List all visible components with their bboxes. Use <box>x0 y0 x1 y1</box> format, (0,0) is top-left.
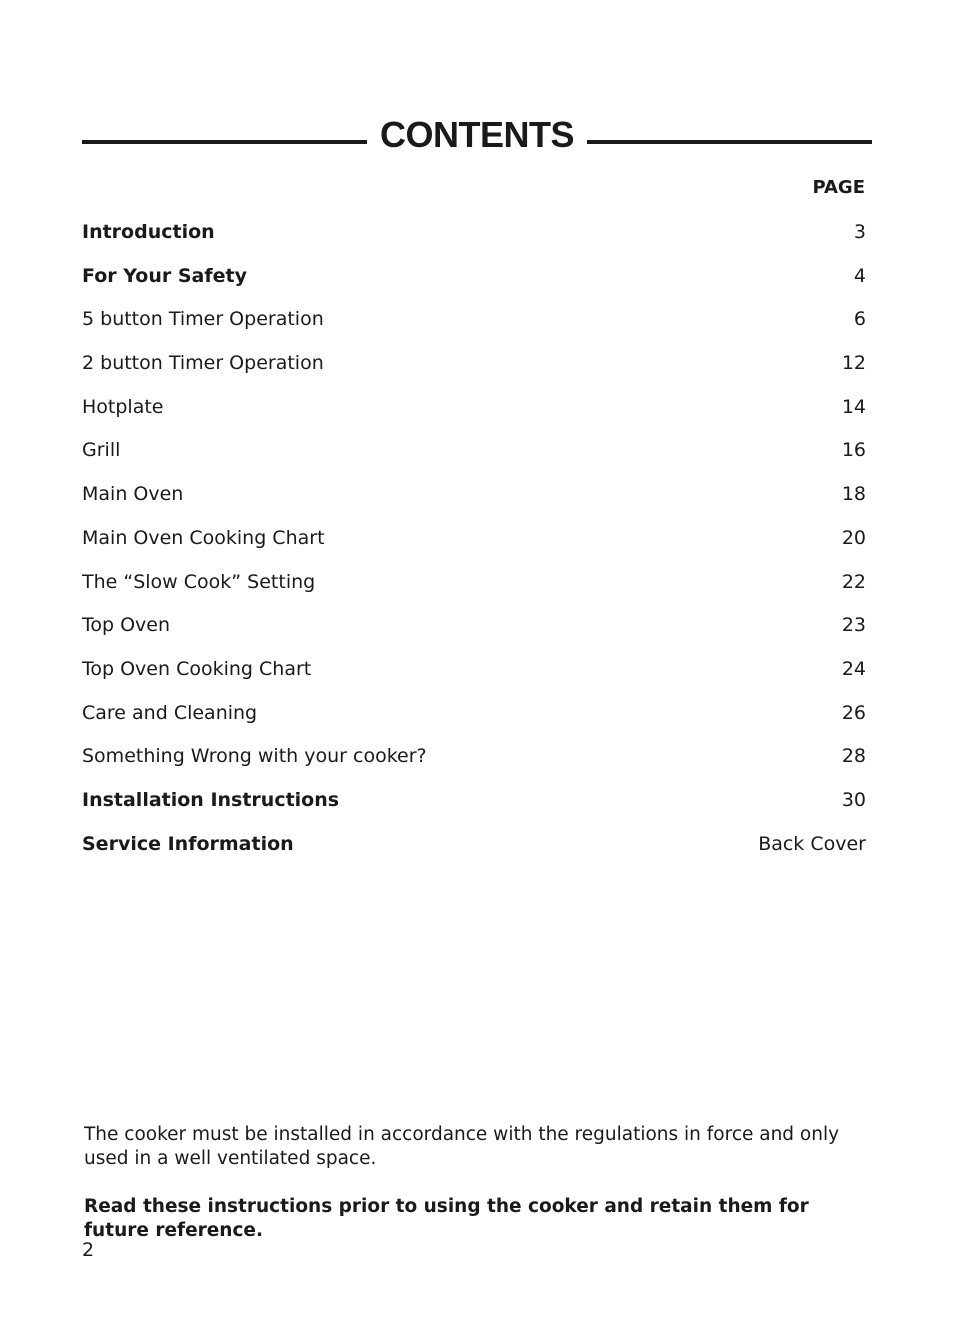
toc-entry[interactable] <box>82 743 866 787</box>
table-of-contents <box>82 219 866 874</box>
toc-entry[interactable] <box>82 437 866 481</box>
toc-entry-label: Grill <box>82 439 121 462</box>
toc-entry-page: 3 <box>853 221 866 243</box>
toc-entry-label: Hotplate <box>82 395 164 418</box>
toc-entry-page: 28 <box>841 745 866 768</box>
toc-entry-page: 22 <box>841 570 866 593</box>
toc-entry-page: 4 <box>853 264 866 287</box>
toc-entry-label: For Your Safety <box>82 264 247 287</box>
toc-entry-label: The “Slow Cook” Setting <box>82 570 316 593</box>
toc-entry[interactable] <box>82 481 866 525</box>
read-instructions-note: Read these instructions prior to using the cooker and retain them for future reference. <box>84 1195 809 1241</box>
toc-entry-page: 14 <box>841 395 866 418</box>
toc-entry[interactable] <box>82 219 866 263</box>
toc-entry-page: 23 <box>841 614 866 637</box>
toc-entry[interactable] <box>82 700 866 744</box>
toc-entry-page: Back Cover <box>758 832 866 855</box>
page-title: CONTENTS <box>380 114 574 155</box>
toc-entry[interactable] <box>82 394 866 438</box>
contents-heading <box>82 108 872 162</box>
toc-entry[interactable] <box>82 612 866 656</box>
toc-entry-label: 2 button Timer Operation <box>82 352 324 375</box>
toc-entry[interactable] <box>82 525 866 569</box>
toc-entry-page: 20 <box>841 526 866 549</box>
toc-entry-page: 30 <box>841 788 866 811</box>
toc-entry-label: 5 button Timer Operation <box>82 308 324 331</box>
toc-entry-page: 24 <box>841 657 866 680</box>
installation-note: The cooker must be installed in accordance with the regulations in force and only used in a well ventilated space. <box>84 1123 840 1169</box>
toc-entry-label: Main Oven <box>82 483 184 506</box>
page-number: 2 <box>82 1239 95 1261</box>
toc-entry[interactable] <box>82 306 866 350</box>
toc-entry-label: Service Information <box>82 832 294 855</box>
page-column-header: PAGE <box>812 177 865 198</box>
toc-entry-page: 6 <box>853 308 866 331</box>
toc-entry-page: 26 <box>841 701 866 724</box>
toc-entry[interactable] <box>82 263 866 307</box>
toc-entry-label: Introduction <box>82 221 215 243</box>
toc-entry-label: Installation Instructions <box>82 788 340 811</box>
toc-entry[interactable] <box>82 831 866 875</box>
toc-entry-label: Care and Cleaning <box>82 701 258 724</box>
toc-entry-page: 16 <box>841 439 866 462</box>
toc-entry-page: 18 <box>841 483 866 506</box>
heading-rule-right <box>587 140 872 144</box>
toc-entry[interactable] <box>82 350 866 394</box>
toc-entry-label: Something Wrong with your cooker? <box>82 745 427 768</box>
toc-entry[interactable] <box>82 656 866 700</box>
toc-entry-label: Top Oven Cooking Chart <box>82 657 312 680</box>
toc-entry-page: 12 <box>841 352 866 375</box>
toc-entry[interactable] <box>82 569 866 613</box>
toc-entry-label: Top Oven <box>82 614 171 637</box>
toc-entry[interactable] <box>82 787 866 831</box>
toc-entry-label: Main Oven Cooking Chart <box>82 526 325 549</box>
